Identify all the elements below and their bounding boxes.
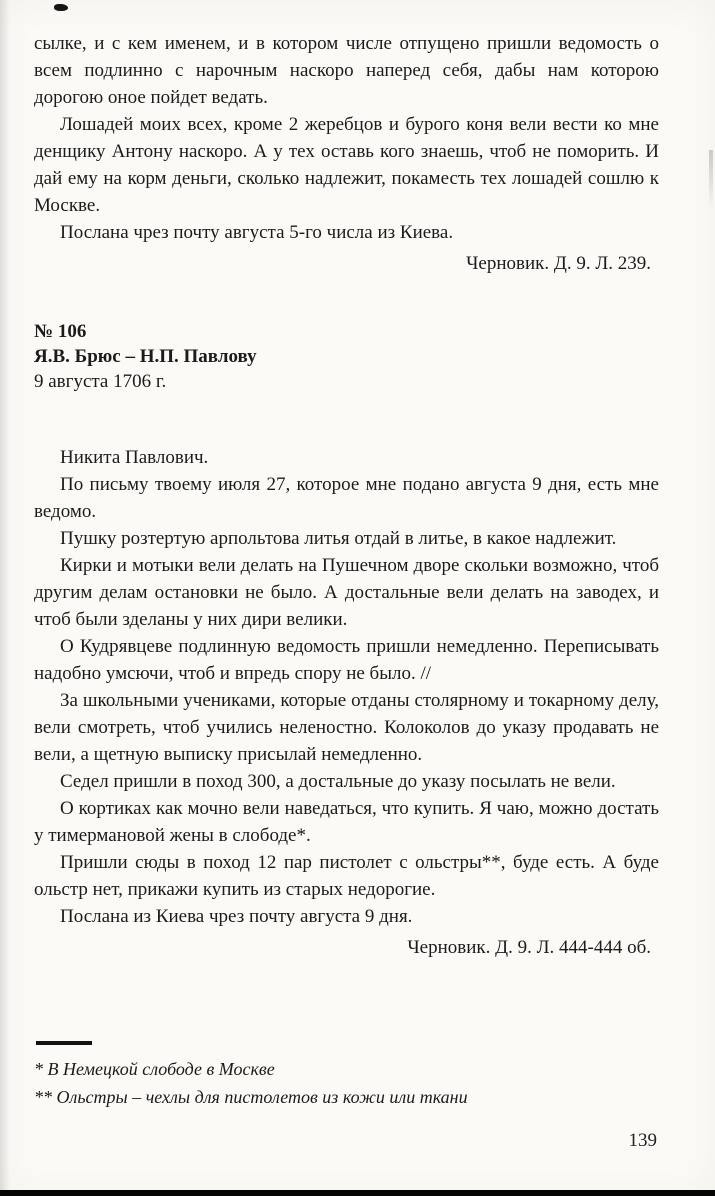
scan-edge-shadow: [709, 150, 713, 210]
paragraph: Послана из Киева чрез почту августа 9 дня.: [60, 906, 413, 927]
paragraph: Седел пришли в поход 300, а достальные до указу посылать не вели.: [60, 771, 616, 792]
paragraph: О Кудрявцеве подлинную ведомость пришли немедленно. Переписывать надобно умсючи, чтоб и впредь спору не было. //: [34, 636, 659, 684]
scan-edge-bottom: [0, 1190, 715, 1196]
text-block: [34, 30, 659, 1111]
footnote: ** Ольстры – чехлы для пистолетов из кожи или ткани: [34, 1087, 468, 1107]
salutation: Никита Павлович.: [60, 447, 209, 468]
paragraph-continuation: сылке, и с кем именем, и в котором числе отпущено пришли ведомость о всем подлинно с нарочным наскоро наперед себя, дабы нам которою дорогою оное пойдет ведать.: [34, 33, 659, 108]
footnote-separator: [36, 1041, 92, 1045]
paragraph: Кирки и мотыки вели делать на Пушечном дворе скольки возможно, чтоб другим делам остановки не было. А достальные вели делать на заводех, и чтоб были зделаны у них дири велики.: [34, 555, 659, 630]
scan-speck: [54, 4, 68, 11]
paragraph: За школьными учениками, которые отданы столярному и токарному делу, вели смотреть, чтоб учились неленостно. Колоколов до указу продавать не вели, а щетную выписку присылай немедленно.: [34, 690, 659, 765]
paragraph: Пушку розтертую арпольтова литья отдай в литье, в какое надлежит.: [60, 528, 617, 549]
paragraph: По письму твоему июля 27, которое мне подано августа 9 дня, есть мне ведомо.: [34, 474, 659, 522]
archive-source: Черновик. Д. 9. Л. 239.: [466, 253, 651, 274]
footnote-block: [34, 1041, 659, 1111]
paragraph: Пришли сюды в поход 12 пар пистолет с ольстры**, буде есть. А буде ольстр нет, прикажи купить из старых недорогие.: [34, 852, 659, 900]
footnote: * В Немецкой слободе в Москве: [34, 1059, 275, 1079]
scan-edge-left: [0, 0, 10, 1196]
page-number: 139: [628, 1130, 657, 1151]
letter-heading: [34, 319, 659, 394]
letter-date: 9 августа 1706 г.: [34, 371, 167, 392]
paragraph: Лошадей моих всех, кроме 2 жеребцов и бурого коня вели вести ко мне денщику Антону наскоро. А у тех оставь кого знаешь, чтоб не поморить. И дай ему на корм деньги, сколько надлежит, покаместь тех лошадей сошлю к Москве.: [34, 114, 659, 216]
archive-source: Черновик. Д. 9. Л. 444-444 об.: [407, 937, 651, 958]
letter-number: № 106: [34, 321, 87, 342]
paragraph: О кортиках как мочно вели наведаться, что купить. Я чаю, можно достать у тимермановой жены в слободе*.: [34, 798, 659, 846]
paragraph: Послана чрез почту августа 5-го числа из Киева.: [60, 222, 454, 243]
letter-title: Я.В. Брюс – Н.П. Павлову: [34, 346, 257, 367]
